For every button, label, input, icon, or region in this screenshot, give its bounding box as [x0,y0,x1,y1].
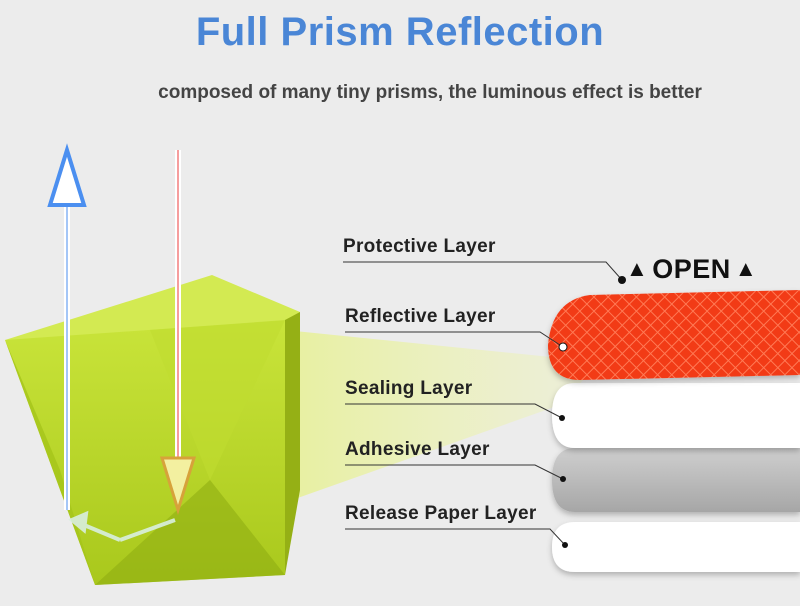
prism [5,275,300,585]
label-adhesive-layer: Adhesive Layer [345,439,490,460]
protective-dot [618,276,626,284]
label-release-paper-layer: Release Paper Layer [345,503,537,524]
leader-line-release [345,529,565,545]
open-tag [626,254,757,285]
reflective-layer-shape [548,290,800,380]
adhesive-dot [560,476,566,482]
page-subtitle: composed of many tiny prisms, the luminous effect is better [158,82,702,103]
reflective-dot [559,343,567,351]
adhesive-layer-shape [552,448,800,512]
page-title: Full Prism Reflection [195,10,605,54]
sealing-layer-shape [552,383,800,448]
leader-line-protective [343,262,622,280]
triangle-up-icon: ▲ [626,256,649,281]
triangle-up-icon: ▲ [734,256,758,281]
layer-stack [548,290,800,572]
sealing-dot [559,415,565,421]
release-dot [562,542,568,548]
label-reflective-layer: Reflective Layer [345,306,496,327]
label-sealing-layer: Sealing Layer [345,378,473,399]
label-protective-layer: Protective Layer [343,236,496,257]
open-label: OPEN [652,254,731,284]
release-paper-layer-shape [552,522,800,572]
